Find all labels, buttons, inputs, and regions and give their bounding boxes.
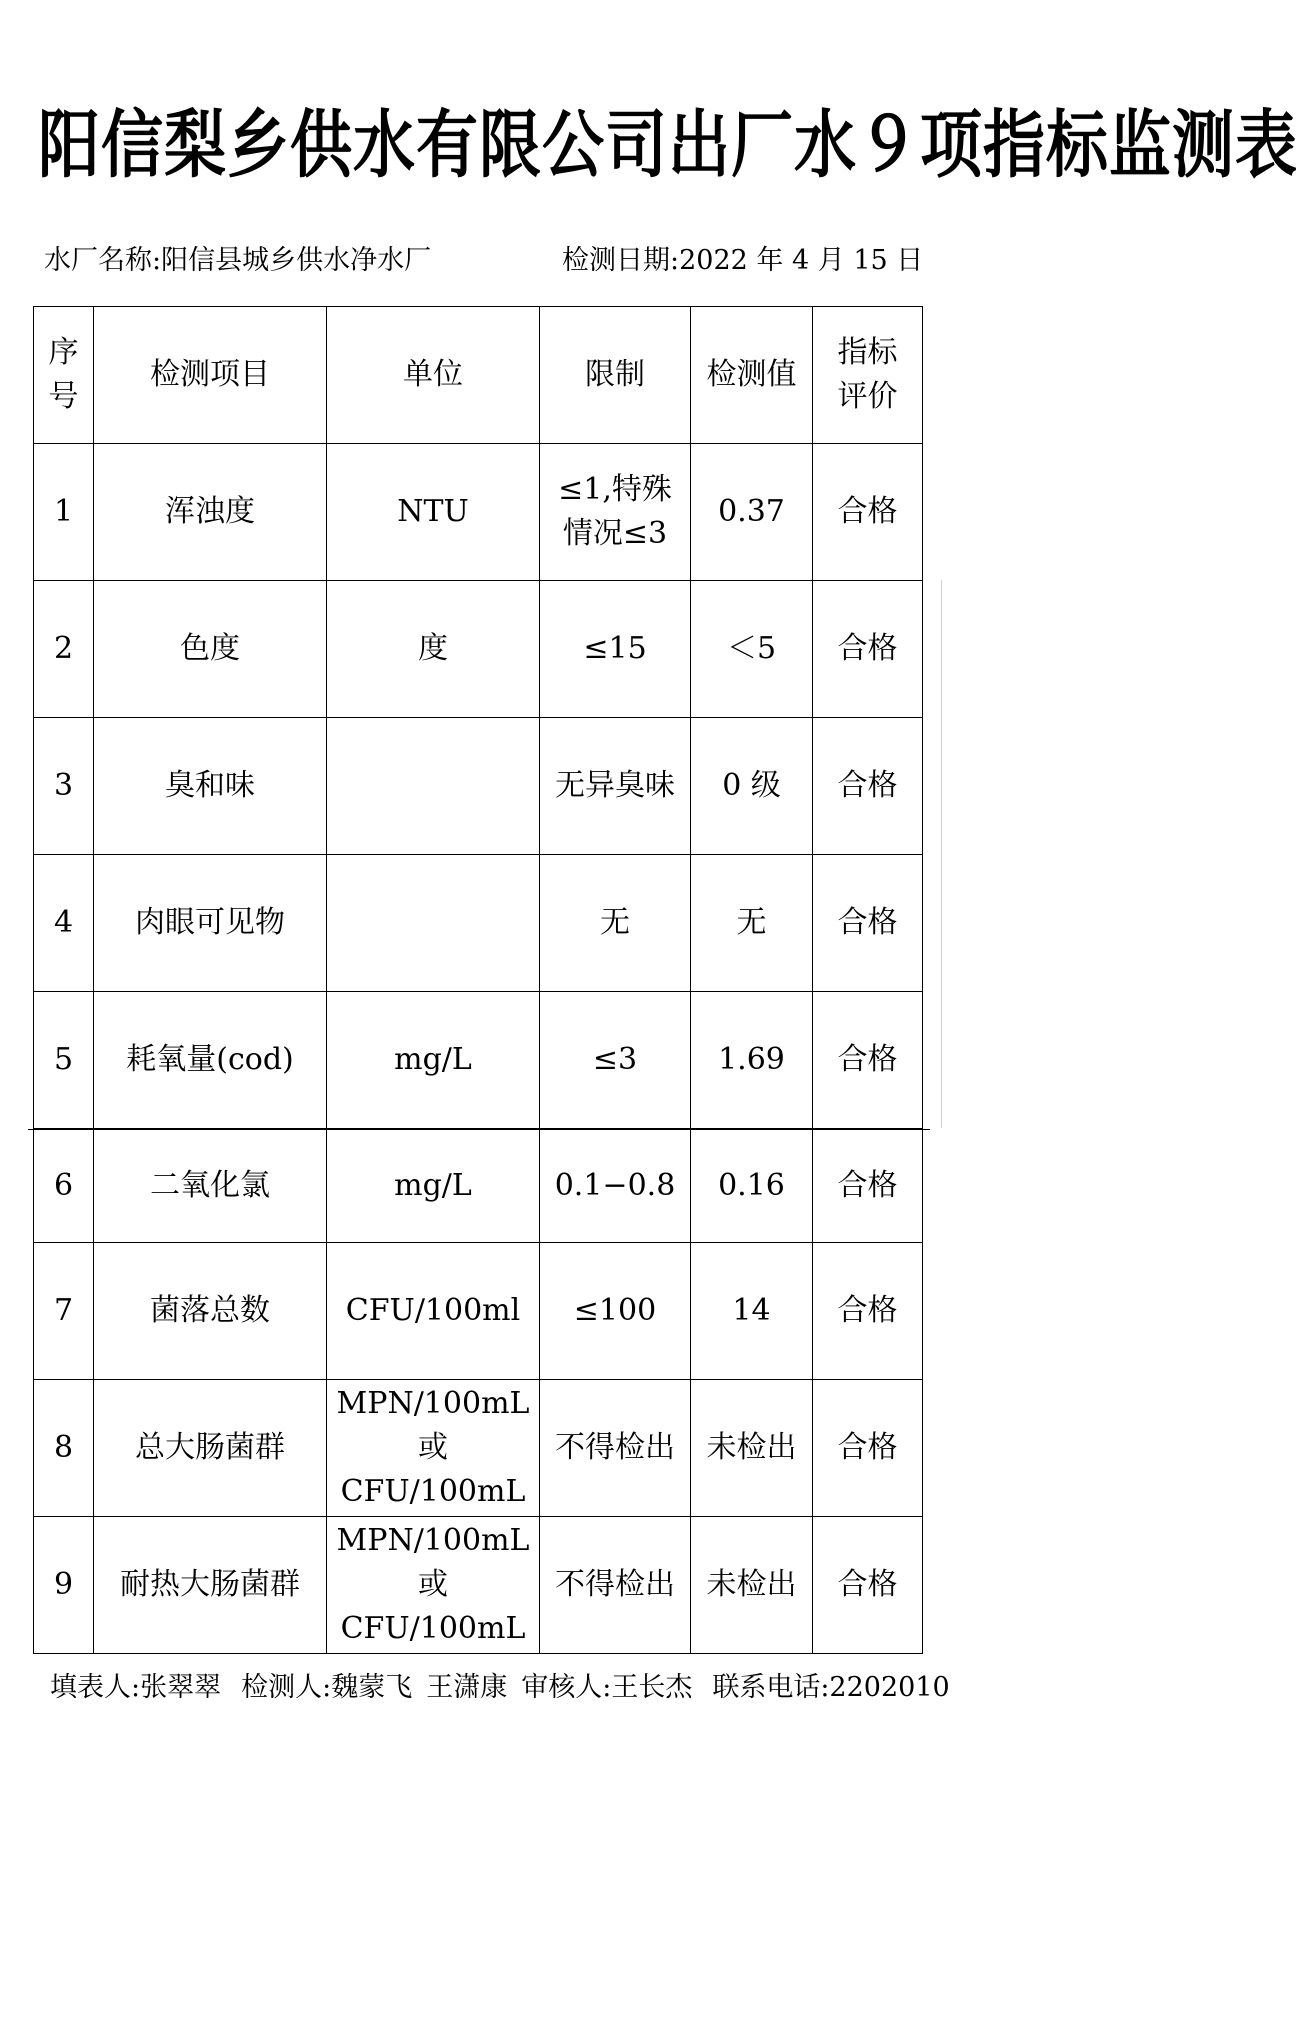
cell-value: 无 [691, 855, 813, 992]
header-seq: 序 号 [34, 307, 94, 444]
header-unit: 单位 [327, 307, 540, 444]
tester-label: 检测人:魏蒙飞 [241, 1672, 413, 1703]
signature-footer [50, 1668, 950, 1708]
scan-edge-line [28, 1129, 930, 1130]
cell-unit: mg/L [327, 1129, 540, 1243]
cell-seq: 5 [34, 992, 94, 1129]
cell-limit: ≤1,特殊 情况≤3 [540, 444, 691, 581]
table-row [34, 581, 923, 718]
cell-item: 菌落总数 [94, 1243, 327, 1380]
cell-limit: ≤3 [540, 992, 691, 1129]
cell-item: 总大肠菌群 [94, 1380, 327, 1517]
cell-unit: NTU [327, 444, 540, 581]
cell-item: 浑浊度 [94, 444, 327, 581]
cell-value: 未检出 [691, 1517, 813, 1654]
cell-seq: 2 [34, 581, 94, 718]
indicator-table [33, 306, 923, 1654]
cell-limit: 无异臭味 [540, 718, 691, 855]
phone-label: 联系电话:2202010 [712, 1672, 950, 1703]
cell-item: 耗氧量(cod) [94, 992, 327, 1129]
tester2-label: 王潇康 [426, 1672, 508, 1703]
cell-value: 14 [691, 1243, 813, 1380]
test-date-label: 检测日期:2022 年 4 月 15 日 [562, 245, 924, 276]
table-row [34, 1243, 923, 1380]
header-limit: 限制 [540, 307, 691, 444]
cell-eval: 合格 [813, 992, 923, 1129]
cell-seq: 6 [34, 1129, 94, 1243]
table-row [34, 992, 923, 1129]
document-title: 阳信梨乡供水有限公司出厂水９项指标监测表 [38, 101, 1298, 188]
cell-eval: 合格 [813, 444, 923, 581]
cell-limit: 0.1−0.8 [540, 1129, 691, 1243]
cell-seq: 3 [34, 718, 94, 855]
table-row [34, 855, 923, 992]
cell-item: 二氧化氯 [94, 1129, 327, 1243]
cell-seq: 9 [34, 1517, 94, 1654]
cell-eval: 合格 [813, 1129, 923, 1243]
cell-unit: MPN/100mL 或 CFU/100mL [327, 1380, 540, 1517]
cell-eval: 合格 [813, 581, 923, 718]
cell-unit: mg/L [327, 992, 540, 1129]
cell-limit: 无 [540, 855, 691, 992]
cell-unit [327, 718, 540, 855]
cell-item: 色度 [94, 581, 327, 718]
cell-value: 0.37 [691, 444, 813, 581]
cell-limit: 不得检出 [540, 1380, 691, 1517]
cell-eval: 合格 [813, 1517, 923, 1654]
table-row [34, 1380, 923, 1517]
cell-seq: 1 [34, 444, 94, 581]
cell-item: 肉眼可见物 [94, 855, 327, 992]
cell-value: 0 级 [691, 718, 813, 855]
cell-unit: MPN/100mL 或 CFU/100mL [327, 1517, 540, 1654]
reviewer-label: 审核人:王长杰 [521, 1672, 693, 1703]
cell-eval: 合格 [813, 718, 923, 855]
table-header-row [34, 307, 923, 444]
cell-unit: 度 [327, 581, 540, 718]
cell-item: 耐热大肠菌群 [94, 1517, 327, 1654]
table-row [34, 718, 923, 855]
cell-unit: CFU/100ml [327, 1243, 540, 1380]
cell-value: 未检出 [691, 1380, 813, 1517]
cell-value: 0.16 [691, 1129, 813, 1243]
cell-seq: 7 [34, 1243, 94, 1380]
cell-seq: 4 [34, 855, 94, 992]
header-value: 检测值 [691, 307, 813, 444]
cell-eval: 合格 [813, 1243, 923, 1380]
cell-eval: 合格 [813, 855, 923, 992]
cell-limit: ≤100 [540, 1243, 691, 1380]
cell-unit [327, 855, 540, 992]
table-row [34, 444, 923, 581]
cell-item: 臭和味 [94, 718, 327, 855]
table-row [34, 1129, 923, 1243]
header-eval: 指标 评价 [813, 307, 923, 444]
cell-seq: 8 [34, 1380, 94, 1517]
header-item: 检测项目 [94, 307, 327, 444]
cell-limit: ≤15 [540, 581, 691, 718]
scan-edge-line-vertical [941, 580, 942, 1128]
cell-eval: 合格 [813, 1380, 923, 1517]
filler-label: 填表人:张翠翠 [50, 1672, 222, 1703]
cell-limit: 不得检出 [540, 1517, 691, 1654]
cell-value: 1.69 [691, 992, 813, 1129]
plant-name-label: 水厂名称:阳信县城乡供水净水厂 [44, 245, 432, 276]
cell-value: ＜5 [691, 581, 813, 718]
table-row [34, 1517, 923, 1654]
